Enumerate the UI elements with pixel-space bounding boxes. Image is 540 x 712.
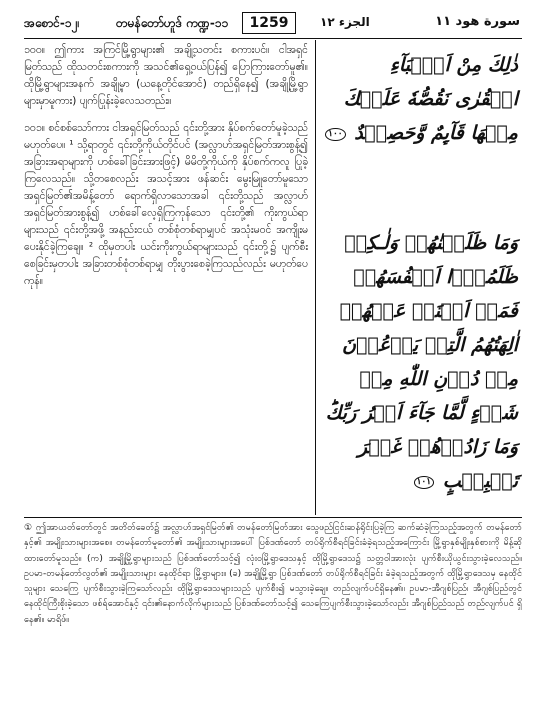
arabic-verse-101 [322,226,518,498]
translation-verse-100: ၁၀၀။ ဤကား အကြင်မြို့ရွာများ၏ အချို့သတင်း စကားပင်။ ငါအရှင်မြတ်သည် ထိုသတင်းစကားကို အသင်၏ရှေ့ဝယ်ပြန်၍ ပြောကြားတော်မူ၏။ ထိုမြို့ရွာများအနက် အချို့မှာ (ယနေ့တိုင်အောင်) တည်ရှိနေ၍ (အချို့မြို့ရွာများမှာမူကား) ပျက်ပြုန်းခဲ့လေသတည်း။ [24,44,308,107]
arabic-verse-100-text: ذٰلِكَ مِنْ اَنۡۢبَآءِ الۡقُرٰى نَقُصُّهٗ عَلَيۡكَ مِنۡهَا قَآٮِٕمٌ وَّحَصِيۡدٌ [343,54,518,144]
section-label: တမန်တော်ဟူဒ် ကဏ္ဍ-၁၁ [116,16,229,30]
page-header [24,12,522,34]
volume-label: အစောင်-၁၂၊ [24,16,80,30]
verse-number-101: ١٠١ [414,476,435,489]
translation-column [24,42,308,300]
verse-number-100: ١٠٠ [325,128,346,141]
arabic-verse-100 [322,48,518,150]
page-number: 1259 [242,12,296,34]
column-divider [315,40,316,515]
footnote-rule [24,517,522,518]
arabic-column [322,48,518,498]
juz-label: الجزء ١٢ [320,15,370,29]
footnote: ① ဤအာယတ်တော်တွင် အတိတ်ခေတ်၌ အလ္လာဟ်အရှင်မြတ်၏ တမန်တော်မြတ်အား သွေဖည်ငြင်းဆန်ရိုင်းပြခဲ့ကြ ဆက်ဆံခဲ့ကြသည့်အတွက် တမန်တော်နှင့်၏ အမျိုးသားများအစေ။ တမန်တော်မူတော်၏ အမျိုးသားများအပေါ် ပြစ်ဒဏ်တော် တပ်ရိုက်စီရင်ခြင်းခံခဲ့ရသည့်အကြောင်း မြို့ရွာနှစ်မျိုးနှစ်စားကို မိန့်ဆိုထားတော်မူသည်။ (က) အချို့မြို့ရွာများသည် ပြစ်ဒဏ်တော်သင့်၍ လုံးဝမြို့ရွာဒေသနှင့် ထိုမြို့ရွာဒေသ၌ သတ္တဝါအားလုံး ပျက်စီးယိုယွင်းသွားခဲ့လေသည်။ ဥပမာ-တမန်တော်လွတ်၏ အမျိုးသားများ နေထိုင်ရာ မြို့ရွာများ။ (ခ) အချို့မြို့ရွာ ပြစ်ဒဏ်တော် တပ်ရိုက်စီရင်ခြင်း ခံခဲ့ရသည့်အတွက် ထိုမြို့ရွာဒေသမှ နေထိုင်သူများ သေကြေ ပျက်စီးသွားခဲ့ကြသော်လည်း ထိုမြို့ရွာဒေသများသည် ပျက်စီး၍ မသွားခဲ့ချေ။ တည်လျက်ပင်ရှိနေ၏။ ဥပမာ-အီဂျစ်ပြည်၊ အီဂျစ်ပြည်တွင် နေထိုင်ကြီးစိုးခဲ့သော ဖစ်ရ်အောင်နှင့် ၎င်း၏နောက်လိုက်များသည် ပြစ်ဒဏ်တော်သင့်၍ သေကြေပျက်စီးသွားခဲ့သော်လည်း အီဂျစ်ပြည်သည် တည်လျက်ပင် ရှိနေ၏။ မာရိဖ်။ [24,523,522,625]
arabic-verse-101-text: وَمَا ظَلَمۡنٰهُمۡ وَلٰـكِنۡ ظَلَمُوۡۤا اَنۡفُسَهُمۡ فَمَاۤ اَغۡنَتۡ عَنۡهُمۡ اٰلِهَتُهُمُ الَّتِىۡ يَدۡعُوۡنَ مِنۡ دُوۡنِ اللّٰهِ مِنۡ شَىۡءٍ لَّمَّا جَآءَ اَمۡرُ رَبِّكَ‌ؕ وَمَا زَادُوۡهُمۡ غَيۡرَ تَتۡبِيۡبٍ [325,232,518,492]
translation-verse-101: ၁၀၁။ စင်စစ်သော်ကား ငါအရှင်မြတ်သည် ၎င်းတို့အား နှိပ်စက်တော်မူခဲ့သည် မဟုတ်ပေ။ ¹ သို့ရာတွင် ၎င်းတို့ကိုယ်တိုင်ပင် (အလ္လာဟ်အရှင်မြတ်အားစွန့်၍ အခြားအရာများကို ဟစ်ခေါ်ခြင်းအားဖြင့်) မိမိတို့ကိုယ်ကို နှိပ်စက်ကလူ ပြုခဲ့ကြလေသည်။ သို့တစေလည်း အသင့်အား ဖန်ဆင်း မွေးမြူတော်မူသော အရှင်မြတ်၏အမိန့်တော် ရောက်ရှိလာသောအခါ ၎င်းတို့သည် အလ္လာဟ်အရှင်မြတ်အားစွန့်၍ ဟစ်ခေါ်လေ့ရှိကြကုန်သော ၎င်းတို့၏ ကိုးကွယ်ရာများသည် ၎င်းတို့အဖို့ အနည်းငယ် တစ်စုံတစ်ရာမျှပင် အသုံးမဝင် အကျိုးမပေးနိုင်ခဲ့ကြချေ။ ² ထိုမှတပါး ယင်းကိုးကွယ်ရာများသည် ၎င်းတို့၌ ပျက်စီးစေခြင်းမှတပါး အခြားတစ်စုံတစ်ရာမျှ တိုးပွားစေခဲ့ကြသည်လည်း မဟုတ်ပေကုန်။ [24,122,308,287]
header-rule [24,38,522,39]
surah-label: سورة هود ١١ [435,14,520,29]
